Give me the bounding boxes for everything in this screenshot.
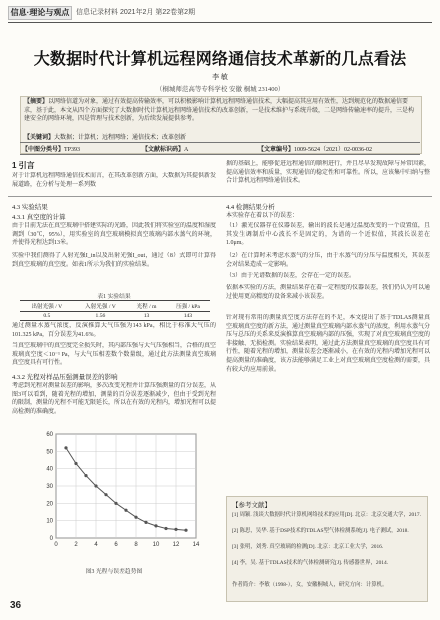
reference-item: [2] 陈思，吴华. 基于DSP技术的TDLAS型气体检测系统[J]. 电子测试，2018. bbox=[232, 528, 409, 534]
header-rule bbox=[8, 22, 432, 23]
article-number-value: 1009-5624（2021）02-0036-02 bbox=[294, 147, 373, 153]
x-tick-label: 0 bbox=[54, 542, 58, 548]
x-tick-label: 8 bbox=[134, 542, 138, 548]
data-point bbox=[104, 493, 107, 496]
abstract bbox=[24, 98, 416, 124]
article-number bbox=[258, 144, 372, 153]
author-affiliation: （桐城师范高等专科学校 安徽 桐城 231400） bbox=[155, 86, 285, 93]
y-tick-label: 40 bbox=[46, 466, 53, 473]
intro-heading: 1 引言 bbox=[12, 161, 35, 170]
heading-4-4: 4.4 检测结果分析 bbox=[226, 204, 275, 211]
abstract-text: 以网络信道为对象，通过有效提高传输效率，可以积极影响计算机远程网络通信技术，大幅提高其应用有效性，达到规范化的数据通信要求，基于此，本文从四个方面探究了大数据时代计算机远程网络通信技术的改革创新，一是技术维护与系统升级，二是网络传输速率的提升，三是构建安全的网络环境，四是管理与技术创新，为后续发展提供参考。 bbox=[24, 99, 415, 123]
table-row bbox=[20, 312, 210, 321]
keywords-label: 【关键词】 bbox=[24, 135, 55, 141]
table-header-cell: 入射光强 / V bbox=[74, 301, 128, 312]
clc-value: TP393 bbox=[64, 147, 81, 153]
table-caption: 表1 实验结果 bbox=[97, 294, 131, 300]
y-tick-label: 30 bbox=[46, 484, 53, 490]
article-number-label: 【文章编号】 bbox=[258, 147, 295, 153]
data-point bbox=[134, 516, 137, 519]
table-cell: 1.56 bbox=[74, 312, 128, 321]
reference-item: [3] 张明，刘秀. 真空玻璃的检测[D]. 北京：北京工业大学，2016. bbox=[232, 544, 384, 550]
article-title: 大数据时代计算机远程网络通信技术革新的几点看法 bbox=[33, 51, 407, 68]
x-tick-label: 10 bbox=[152, 542, 160, 548]
table-cell: 13 bbox=[127, 312, 166, 321]
para-4-3-1-d: 当真空玻璃中的真空度完全损失时，其内部压强与大气压强相当，合格的真空玻璃真空度＜10⁻¹ Pa，与大气压相差数个数量级，通过此方法测量真空玻璃真空度具有可行性。 bbox=[12, 343, 216, 367]
table-header-cell: 压强 / kPa bbox=[166, 301, 210, 312]
keywords-text: 大数据；计算机；远程网络；通信技术；改革创新 bbox=[54, 135, 187, 141]
data-point bbox=[114, 502, 117, 505]
y-tick-label: 20 bbox=[46, 501, 53, 508]
intro-left-text: 对于计算机远程网络通信技术而言，在其改革创新方面，大数据为其提供新发展道路，在分析与处理一系列数 bbox=[12, 173, 216, 188]
x-tick-label: 12 bbox=[172, 542, 180, 548]
y-tick-label: 50 bbox=[46, 449, 53, 456]
heading-4-3-2: 4.3.2 光程对样品压强测量误差的影响 bbox=[12, 374, 118, 381]
heading-4-3-1: 4.3.1 真空度的计算 bbox=[12, 214, 66, 221]
table-cell: 143 bbox=[166, 312, 210, 321]
para-4-3-1-a: 由于目前无法在真空玻璃中搭建实际的光路，因此我们将实验室的温度和湿度调到（30℃，95%），用实验室的真空玻璃模拟真空玻璃内部水蒸气的环境，并使得光程达到13米。 bbox=[12, 223, 216, 247]
data-point bbox=[174, 528, 177, 531]
para-4-3-2: 考虑到光程对测量误差的影响，多次改变光程并计算压强测量的百分误差，从图3可以看到，随着光程的增加，测量的百分误差逐渐减少，但由于受到光程的限制，测量的光程不可能无限延长，所以在有效的光程内，增加光程可以提高检测的准确度。 bbox=[12, 383, 216, 415]
author-name: 李 敏 bbox=[212, 73, 228, 81]
data-point bbox=[64, 446, 67, 449]
data-point bbox=[184, 529, 187, 532]
para-4-4-e: 依据本实验的方法，测量结果存在着一定程度的仪器误差，我们仍认为可以通过使用更高精度的设备来减小该误差。 bbox=[226, 285, 430, 300]
x-tick-label: 4 bbox=[94, 542, 98, 548]
para-4-4-b: （1）激光仪器存在仪器误差，输出的波长是通过温度改变的一个设置值，且其发生调制后中心波长不是固定的，为谱的一个近似值，其波长误差在1.0μm。 bbox=[226, 223, 430, 247]
table-header-cell: 出射光强 / V bbox=[20, 301, 74, 312]
y-tick-label: 10 bbox=[46, 518, 53, 525]
table-header-cell: 光程 / m bbox=[127, 301, 166, 312]
clc-label: 【中图分类号】 bbox=[22, 147, 65, 153]
error-trend-chart bbox=[30, 428, 206, 558]
page-number: 36 bbox=[10, 600, 22, 611]
x-tick-label: 14 bbox=[192, 542, 200, 548]
para-4-4-f: 针对现有常用的测量真空度方法存在的不足，本文提出了基于TDLAS测量真空玻璃真空度的新方法，通过测量真空玻璃内部水蒸气的浓度，利用水蒸气分压与总压的关系来反演推算真空玻璃内部的压强，实现了对真空玻璃真空度的非接触、无损检测。实验结果表明，通过此方法测量真空玻璃的真空度具有可行性，随着光程的增加，测量误差会逐渐减小，在有效的光程内增加光程可以提高测量的准确度，该方法能够满足工业上对真空玻璃真空度检测的需要，具有较大的应用前景。 bbox=[226, 315, 430, 373]
meta-rule-top bbox=[20, 142, 420, 143]
meta-rule-bottom bbox=[20, 154, 420, 155]
data-point bbox=[144, 521, 147, 524]
y-tick-label: 0 bbox=[49, 536, 53, 542]
table-cell: 0.5 bbox=[20, 312, 74, 321]
para-4-4-d: （3）由于光谱数据的误差，会存在一定的误差。 bbox=[226, 273, 356, 279]
doc-code-label: 【文献标识码】 bbox=[142, 147, 185, 153]
reference-item: [1] 周颖. 浅谈大数据时代计算机网络技术的应用[D]. 北京：北京交通大学，2017. bbox=[232, 512, 421, 518]
x-tick-label: 2 bbox=[74, 542, 78, 548]
abstract-label: 【摘要】 bbox=[24, 99, 49, 105]
doc-code bbox=[142, 144, 188, 153]
section-tag: 信息·理论与观点 bbox=[8, 6, 72, 20]
journal-info: 信息记录材料 2021年2月 第22卷第2期 bbox=[76, 9, 196, 16]
table-header-row bbox=[20, 301, 210, 312]
figure-caption: 图3 光程与误差趋势图 bbox=[85, 569, 143, 575]
intro-right-text: 据的基础上，能够促进远程通信的顺利进行，并且尽早发现故障与异常因素，提高通信效率和质量，实现通信的稳定性和可靠性。所以，应该集中归纳与整合计算机远程网络通信技术。 bbox=[226, 161, 430, 185]
data-point bbox=[164, 527, 167, 530]
data-point bbox=[74, 462, 77, 465]
y-tick-label: 60 bbox=[46, 432, 53, 438]
doc-code-value: A bbox=[184, 147, 189, 153]
x-tick-label: 6 bbox=[114, 542, 118, 548]
results-table bbox=[20, 300, 210, 321]
data-point bbox=[154, 524, 157, 527]
keywords bbox=[24, 132, 416, 141]
column-separator bbox=[8, 196, 432, 197]
references-heading: 【参考文献】 bbox=[232, 502, 271, 509]
data-point bbox=[94, 484, 97, 487]
author-note: 作者简介：李敏（1998-），女，安徽桐城人，研究方向：计算机。 bbox=[232, 582, 388, 588]
data-point bbox=[84, 474, 87, 477]
para-4-4-a: 本实验存在着以下的误差： bbox=[226, 213, 299, 219]
heading-4-3: 4.3 实验结果 bbox=[12, 204, 48, 211]
para-4-3-1-c: 通过测量水蒸气浓度，反演推算大气压强为143 kPa，相比于标准大气压的101.325 kPa，百分误差为41.6%。 bbox=[12, 323, 216, 338]
data-point bbox=[124, 509, 127, 512]
reference-item: [4] 李，吴. 基于TDLAS技术的气体检测研究[J]. 传感器世界，2014. bbox=[232, 560, 389, 566]
para-4-4-c: （2）在计算时未考虑水蒸气的分压，由于水蒸气的分压与温度相关，其误差会对结果造成一定影响。 bbox=[226, 253, 430, 268]
clc bbox=[22, 144, 80, 153]
para-4-3-1-b: 实验中我们测得了入射光强I_in以及出射光强I_out，通过（8）式即可计算得到真空玻璃的真空度。如表1所示为我们的实验结果。 bbox=[12, 253, 216, 268]
